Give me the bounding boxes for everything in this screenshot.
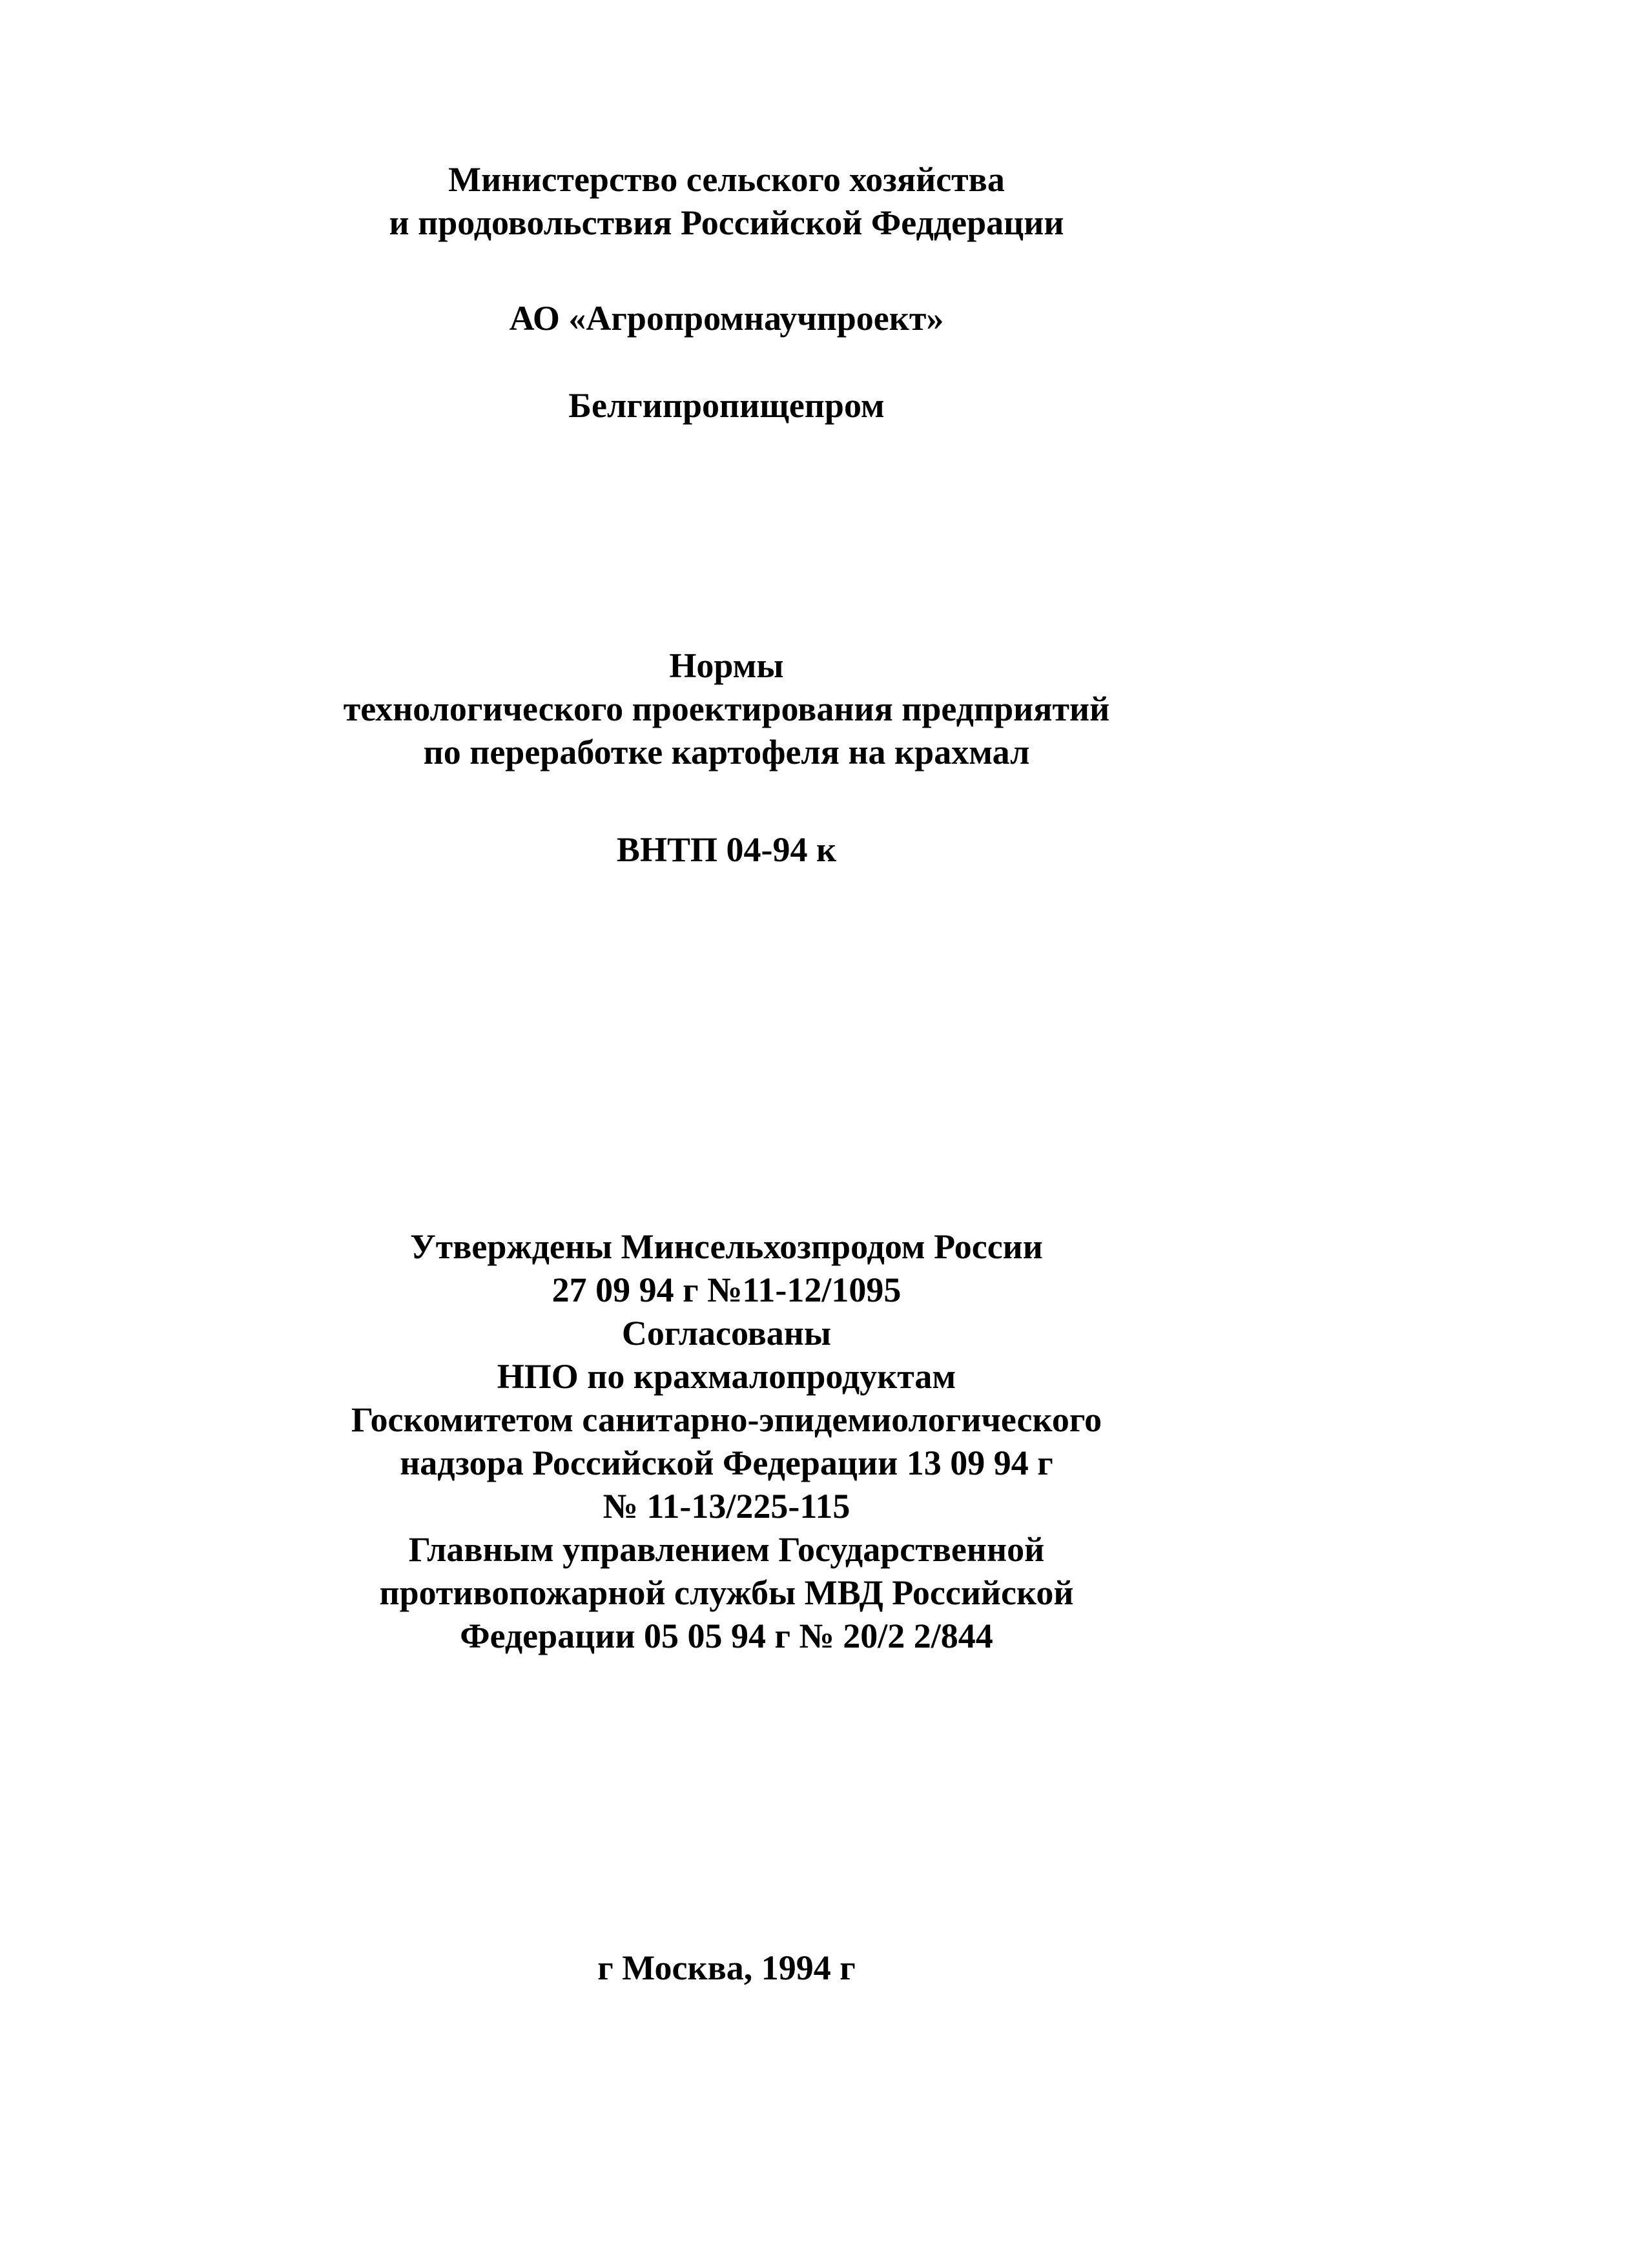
- ministry-line-1: Министерство сельского хозяйства: [448, 160, 1005, 199]
- approval-line: Согласованы: [621, 1314, 832, 1353]
- document-code-block: [0, 828, 1453, 872]
- approvals-block: [0, 1225, 1453, 1658]
- organization-name: АО «Агропромнаучпроект»: [509, 299, 944, 338]
- publication-footer: [0, 1946, 1453, 1990]
- ministry-header: [0, 158, 1453, 245]
- title-line-1: Нормы: [669, 646, 784, 685]
- approval-line: Главным управлением Государственной: [408, 1530, 1045, 1569]
- approval-line: 27 09 94 г №11-12/1095: [551, 1271, 902, 1309]
- approval-line: НПО по крахмалопродуктам: [497, 1357, 956, 1396]
- ministry-line-2: и продовольствия Российской Феддерации: [389, 203, 1064, 242]
- institute-name: Белгипропищепром: [568, 386, 885, 425]
- approval-line: Госкомитетом санитарно-эпидемиологического: [351, 1400, 1102, 1439]
- document-title: [0, 644, 1453, 774]
- approval-line: Утверждены Минсельхозпродом России: [410, 1227, 1043, 1266]
- institute-block: [0, 384, 1453, 427]
- approval-line: противопожарной службы МВД Российской: [379, 1573, 1074, 1612]
- city-year: г Москва, 1994 г: [597, 1948, 856, 1987]
- organization-block: [0, 297, 1453, 340]
- title-line-3: по переработке картофеля на крахмал: [423, 733, 1030, 771]
- approval-line: Федерации 05 05 94 г № 20/2 2/844: [460, 1617, 993, 1655]
- title-line-2: технологического проектирования предприятий: [343, 690, 1110, 728]
- approval-line: № 11-13/225-115: [603, 1487, 850, 1526]
- document-code: ВНТП 04-94 к: [616, 830, 837, 869]
- approval-line: надзора Российской Федерации 13 09 94 г: [400, 1444, 1053, 1482]
